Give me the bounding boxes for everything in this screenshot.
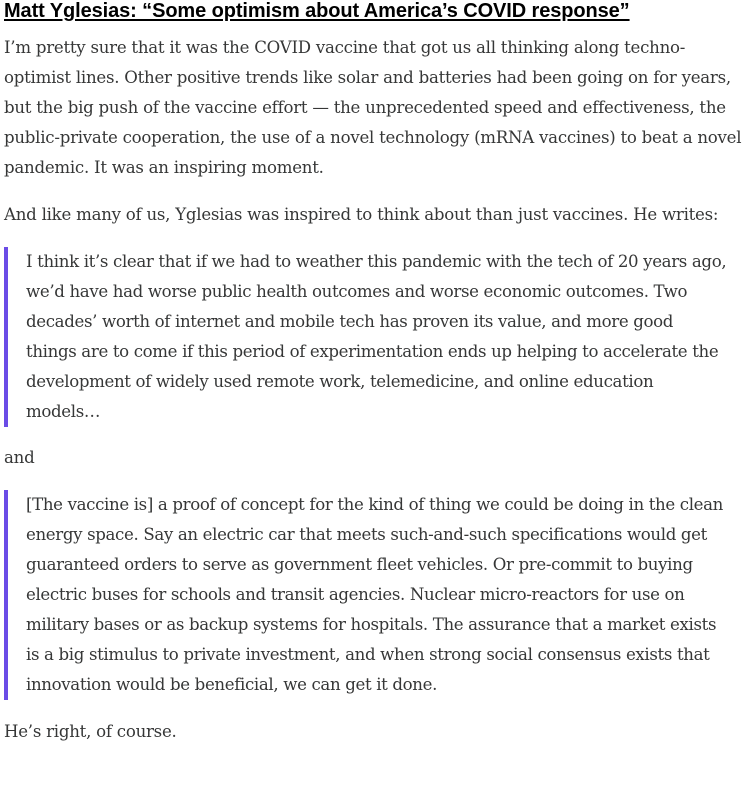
context-paragraph: And like many of us, Yglesias was inspired to think about than just vaccines. He writes: [4, 205, 719, 224]
conjunction-paragraph: and [4, 448, 35, 467]
intro-paragraph: I’m pretty sure that it was the COVID vaccine that got us all thinking along techno-optimist lines. Other positive trends like solar and batteries had been going on for years, but the big push of the vaccine effort — the unprecedented speed and effectiveness, the public-private cooperation, the use of a novel technology (mRNA vaccines) to beat a novel pandemic. It was an inspiring moment. [4, 38, 742, 177]
quote-text: [The vaccine is] a proof of concept for the kind of thing we could be doing in the clean energy space. Say an electric car that meets such-and-such specifications would get guaranteed orders to serve as government fleet vehicles. Or pre-commit to buying electric buses for schools and transit agencies. Nuclear micro-reactors for use on military bases or as backup systems for hospitals. The assurance that a market exists is a big stimulus to private investment, and when strong social consensus exists that innovation would be beneficial, we can get it done. [26, 495, 724, 694]
blockquote-first [4, 247, 728, 427]
blockquote-second [4, 490, 728, 700]
quote-text: I think it’s clear that if we had to weather this pandemic with the tech of 20 years ago, we’d have had worse public health outcomes and worse economic outcomes. Two decades’ worth of internet and mobile tech has proven its value, and more good things are to come if this period of experimentation ends up helping to accelerate the development of widely used remote work, telemedicine, and online education models… [26, 252, 727, 421]
closing-paragraph: He’s right, of course. [4, 722, 177, 741]
article-body [4, 0, 742, 747]
section-heading-link[interactable]: Matt Yglesias: “Some optimism about America’s COVID response” [4, 0, 630, 22]
